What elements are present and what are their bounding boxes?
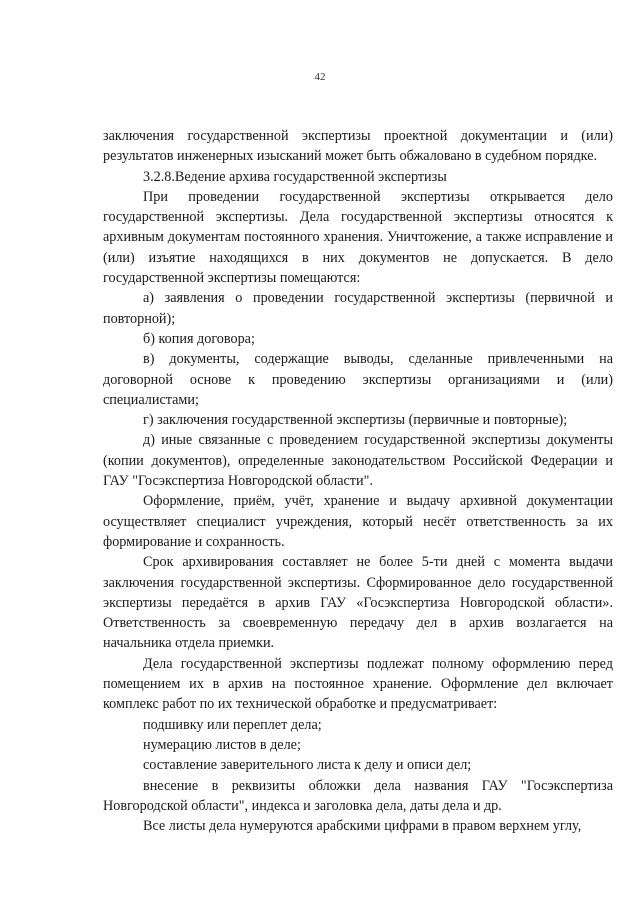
section-heading: 3.2.8.Ведение архива государственной экспертизы xyxy=(143,168,447,185)
paragraph-archiving-term: Срок архивирования составляет не более 5-ти дней с момента выдачи заключения государственной экспертизы. Сформированное дело государственной экспертизы передаётся в архив ГАУ «Госэкспертиза Новгородской области». Ответственность за своевременную передачу дел в архив возлагается на начальника отдела приемки. xyxy=(103,554,613,652)
list-item-v: в) документы, содержащие выводы, сделанные привлеченными на договорной основе к проведению экспертизы организациями и (или) специалистами; xyxy=(103,351,613,408)
paragraph-archive-handling: Оформление, приём, учёт, хранение и выдачу архивной документации осуществляет специалист учреждения, который несёт ответственность за их формирование и сохранность. xyxy=(103,493,613,550)
list-item-d: д) иные связанные с проведением государственной экспертизы документы (копии документов), определенные законодательством Российской Федерации и ГАУ "Госэкспертиза Новгородской области". xyxy=(103,432,613,490)
list-item-b: б) копия договора; xyxy=(143,330,255,347)
paragraph-case-opening: При проведении государственной экспертизы открывается дело государственной экспертизы. Дела государственной экспертизы относятся к архивным документам постоянного хранения. Уничтожение, а также исправление и (или) изъятие находящихся в них документов не допускается. В дело государственной экспертизы помещаются: xyxy=(103,188,613,287)
list-item-g: г) заключения государственной экспертизы (первичные и повторные); xyxy=(143,412,568,429)
list-item-certification-sheet: составление заверительного листа к делу и описи дел; xyxy=(143,757,472,774)
document-body xyxy=(103,126,613,836)
paragraph-sheet-numbering: Все листы дела нумеруются арабскими цифрами в правом верхнем углу, xyxy=(143,818,582,835)
paragraph-appeal-continuation: заключения государственной экспертизы проектной документации и (или) результатов инженерных изысканий может быть обжаловано в судебном порядке. xyxy=(103,128,613,165)
paragraph-case-preparation: Дела государственной экспертизы подлежат полному оформлению перед помещением их в архив на постоянное хранение. Оформление дел включает комплекс работ по их технической обработке и предусматривает: xyxy=(103,655,613,713)
list-item-cover-details: внесение в реквизиты обложки дела названия ГАУ "Госэкспертиза Новгородской области", индекса и заголовка дела, даты дела и др. xyxy=(103,777,613,814)
page-number: 42 xyxy=(314,71,326,83)
list-item-numbering: нумерацию листов в деле; xyxy=(143,736,301,753)
list-item-a: а) заявления о проведении государственной экспертизы (первичной и повторной); xyxy=(103,290,613,327)
list-item-binding: подшивку или переплет дела; xyxy=(143,716,322,733)
